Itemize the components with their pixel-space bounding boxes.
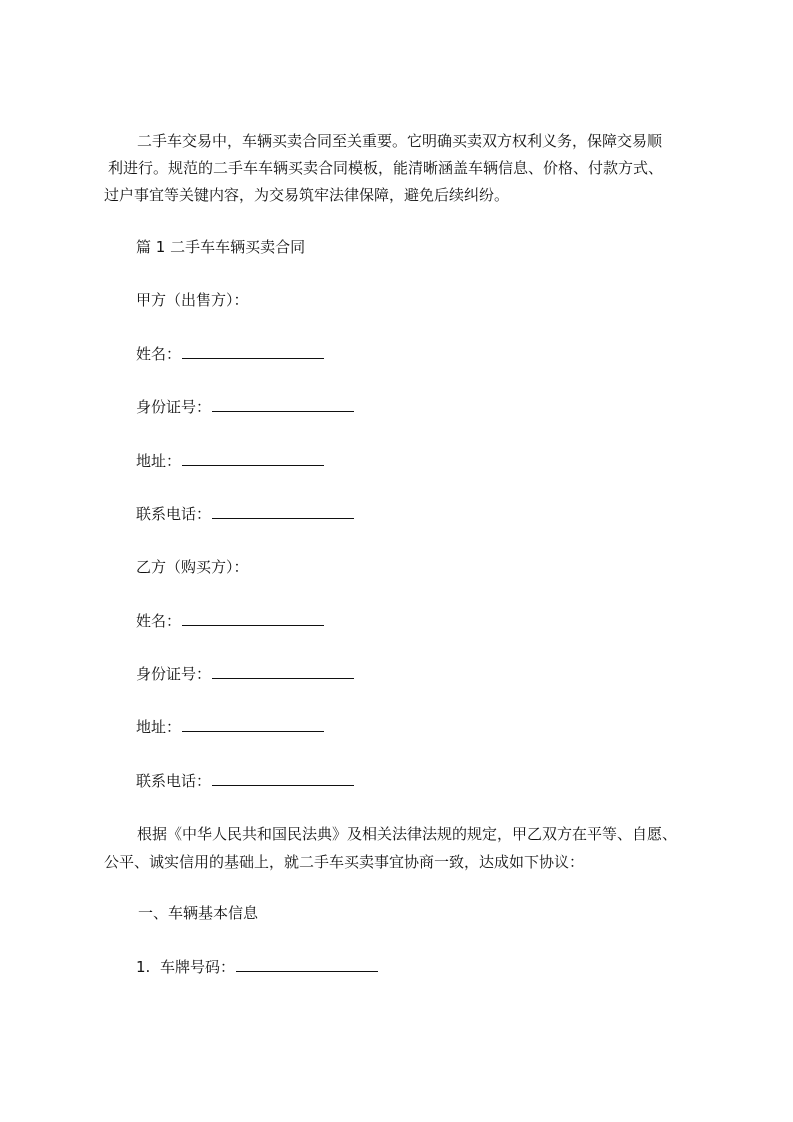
clause-1-item-1 xyxy=(136,956,378,978)
party-b-name-row xyxy=(136,610,324,632)
basis-paragraph xyxy=(104,820,724,876)
party-b-phone-label: 联系电话： xyxy=(136,772,212,790)
party-a-title: 甲方（出售方）： xyxy=(136,291,249,309)
clause-1-heading: 一、车辆基本信息 xyxy=(138,904,259,922)
party-a-address-row xyxy=(136,450,324,472)
basis-line-1: 根据《中华人民共和国民法典》及相关法律法规的规定，甲乙双方在平等、自愿、 xyxy=(137,825,678,843)
party-a-name-row xyxy=(136,343,324,365)
party-b-id-row xyxy=(136,663,354,685)
party-b-id-label: 身份证号： xyxy=(136,665,212,683)
party-b-phone-row xyxy=(136,770,354,792)
party-a-address-label: 地址： xyxy=(136,452,182,470)
party-a-address-blank[interactable] xyxy=(182,450,324,466)
party-b-address-row xyxy=(136,716,324,738)
basis-line-2: 公平、诚实信用的基础上，就二手车买卖事宜协商一致，达成如下协议： xyxy=(104,853,585,871)
party-a-name-blank[interactable] xyxy=(182,343,324,359)
party-b-title: 乙方（购买方）： xyxy=(136,558,249,576)
party-b-name-label: 姓名： xyxy=(136,612,182,630)
intro-line-2: 利进行。规范的二手车车辆买卖合同模板，能清晰涵盖车辆信息、价格、付款方式、 xyxy=(108,159,664,177)
intro-paragraph xyxy=(104,128,704,209)
party-a-id-blank[interactable] xyxy=(212,396,354,412)
plate-number-label: 车牌号码： xyxy=(160,958,236,976)
intro-line-1: 二手车交易中，车辆买卖合同至关重要。它明确买卖双方权利义务，保障交易顺 xyxy=(137,132,663,150)
party-b-address-blank[interactable] xyxy=(182,716,324,732)
clause-1-item-1-number: 1. xyxy=(136,958,151,976)
party-b-id-blank[interactable] xyxy=(212,663,354,679)
plate-number-blank[interactable] xyxy=(236,956,378,972)
party-a-phone-label: 联系电话： xyxy=(136,505,212,523)
party-b-phone-blank[interactable] xyxy=(212,770,354,786)
party-a-id-row xyxy=(136,396,354,418)
section-title: 篇 1 二手车车辆买卖合同 xyxy=(136,238,306,256)
party-a-phone-blank[interactable] xyxy=(212,503,354,519)
party-b-name-blank[interactable] xyxy=(182,610,324,626)
intro-line-3: 过户事宜等关键内容，为交易筑牢法律保障，避免后续纠纷。 xyxy=(104,186,510,204)
party-a-id-label: 身份证号： xyxy=(136,398,212,416)
party-a-name-label: 姓名： xyxy=(136,345,182,363)
party-b-address-label: 地址： xyxy=(136,718,182,736)
party-a-phone-row xyxy=(136,503,354,525)
